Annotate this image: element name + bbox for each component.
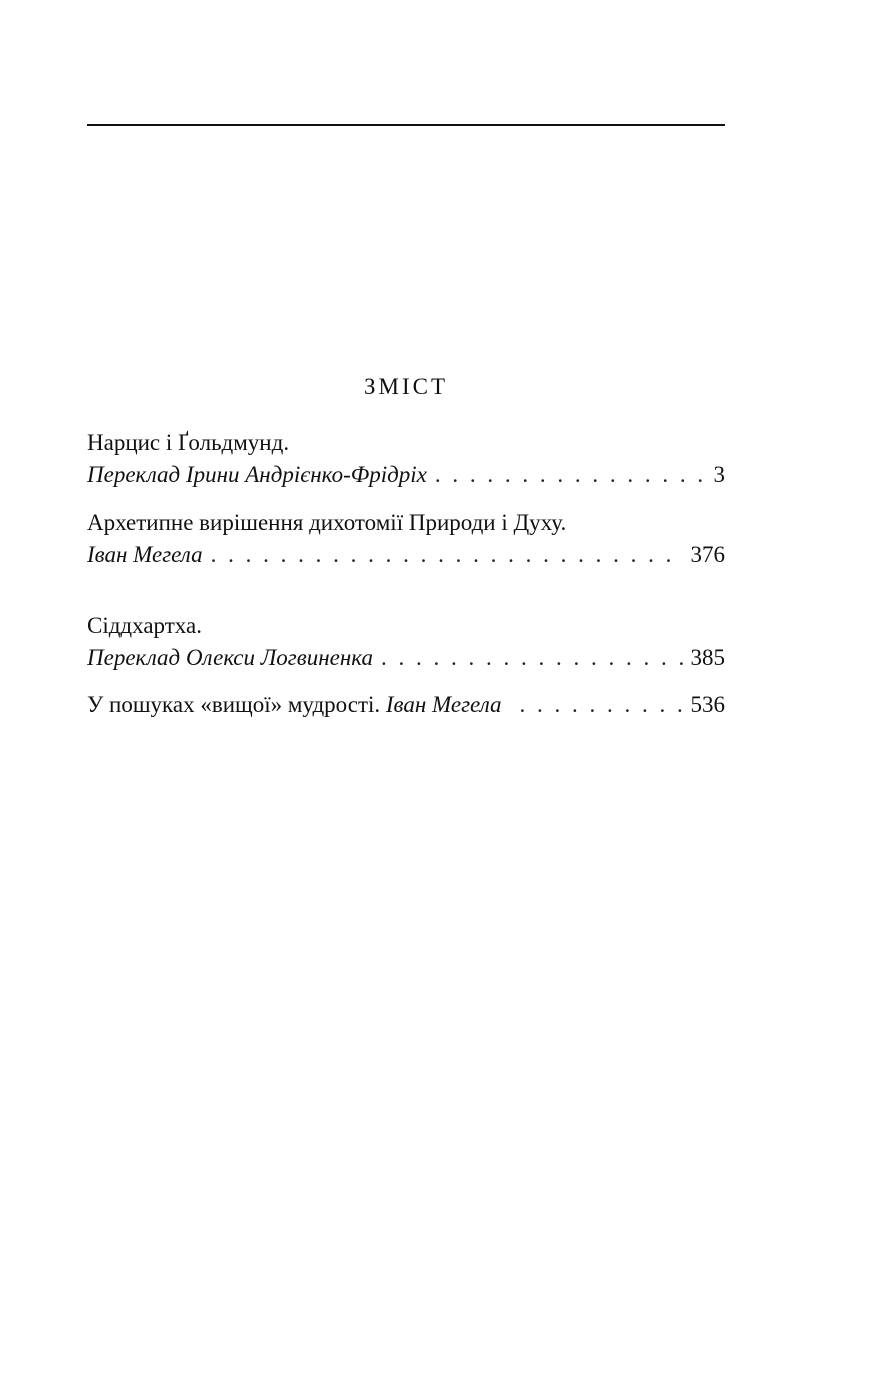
toc-entry-1-author: Переклад Ірини Андрієнко-Фрідріх bbox=[87, 462, 427, 487]
toc-entry-2-leader-line[interactable] bbox=[87, 539, 725, 571]
top-rule bbox=[87, 124, 725, 126]
toc-entry-2-dot-leader bbox=[211, 539, 683, 571]
toc-entry-4-title: У пошуках «вищої» мудрості. bbox=[87, 692, 381, 717]
toc-entry-1-title: Нарцис і Ґольдмунд. bbox=[87, 430, 290, 455]
toc-entry-3-leader-line[interactable] bbox=[87, 642, 725, 674]
toc-entry-4-leader-line[interactable] bbox=[87, 689, 725, 721]
toc-entry-4-page: 536 bbox=[690, 692, 725, 717]
toc-entry-2-page: 376 bbox=[690, 542, 725, 567]
toc-entry-4-dot-leader bbox=[520, 689, 683, 721]
toc-heading: ЗМІСТ bbox=[363, 374, 449, 399]
toc-entry-4-text bbox=[87, 689, 502, 721]
toc-entry-3-page: 385 bbox=[690, 645, 725, 670]
toc-entry-1-page: 3 bbox=[713, 462, 725, 487]
toc-entry-3-author: Переклад Олекси Логвиненка bbox=[87, 645, 373, 670]
toc-entry-1-dot-leader bbox=[435, 459, 706, 491]
toc-entry-3-title: Сіддхартха. bbox=[87, 613, 202, 638]
toc-entry-1-leader-line[interactable] bbox=[87, 459, 725, 491]
toc-entry-2-author: Іван Мегела bbox=[87, 542, 203, 567]
toc-entry-3-dot-leader bbox=[381, 642, 683, 674]
toc-entry-4-author: Іван Мегела bbox=[385, 692, 502, 717]
toc-entry-2-title: Архетипне вирішення дихотомії Природи і Духу. bbox=[87, 510, 567, 535]
